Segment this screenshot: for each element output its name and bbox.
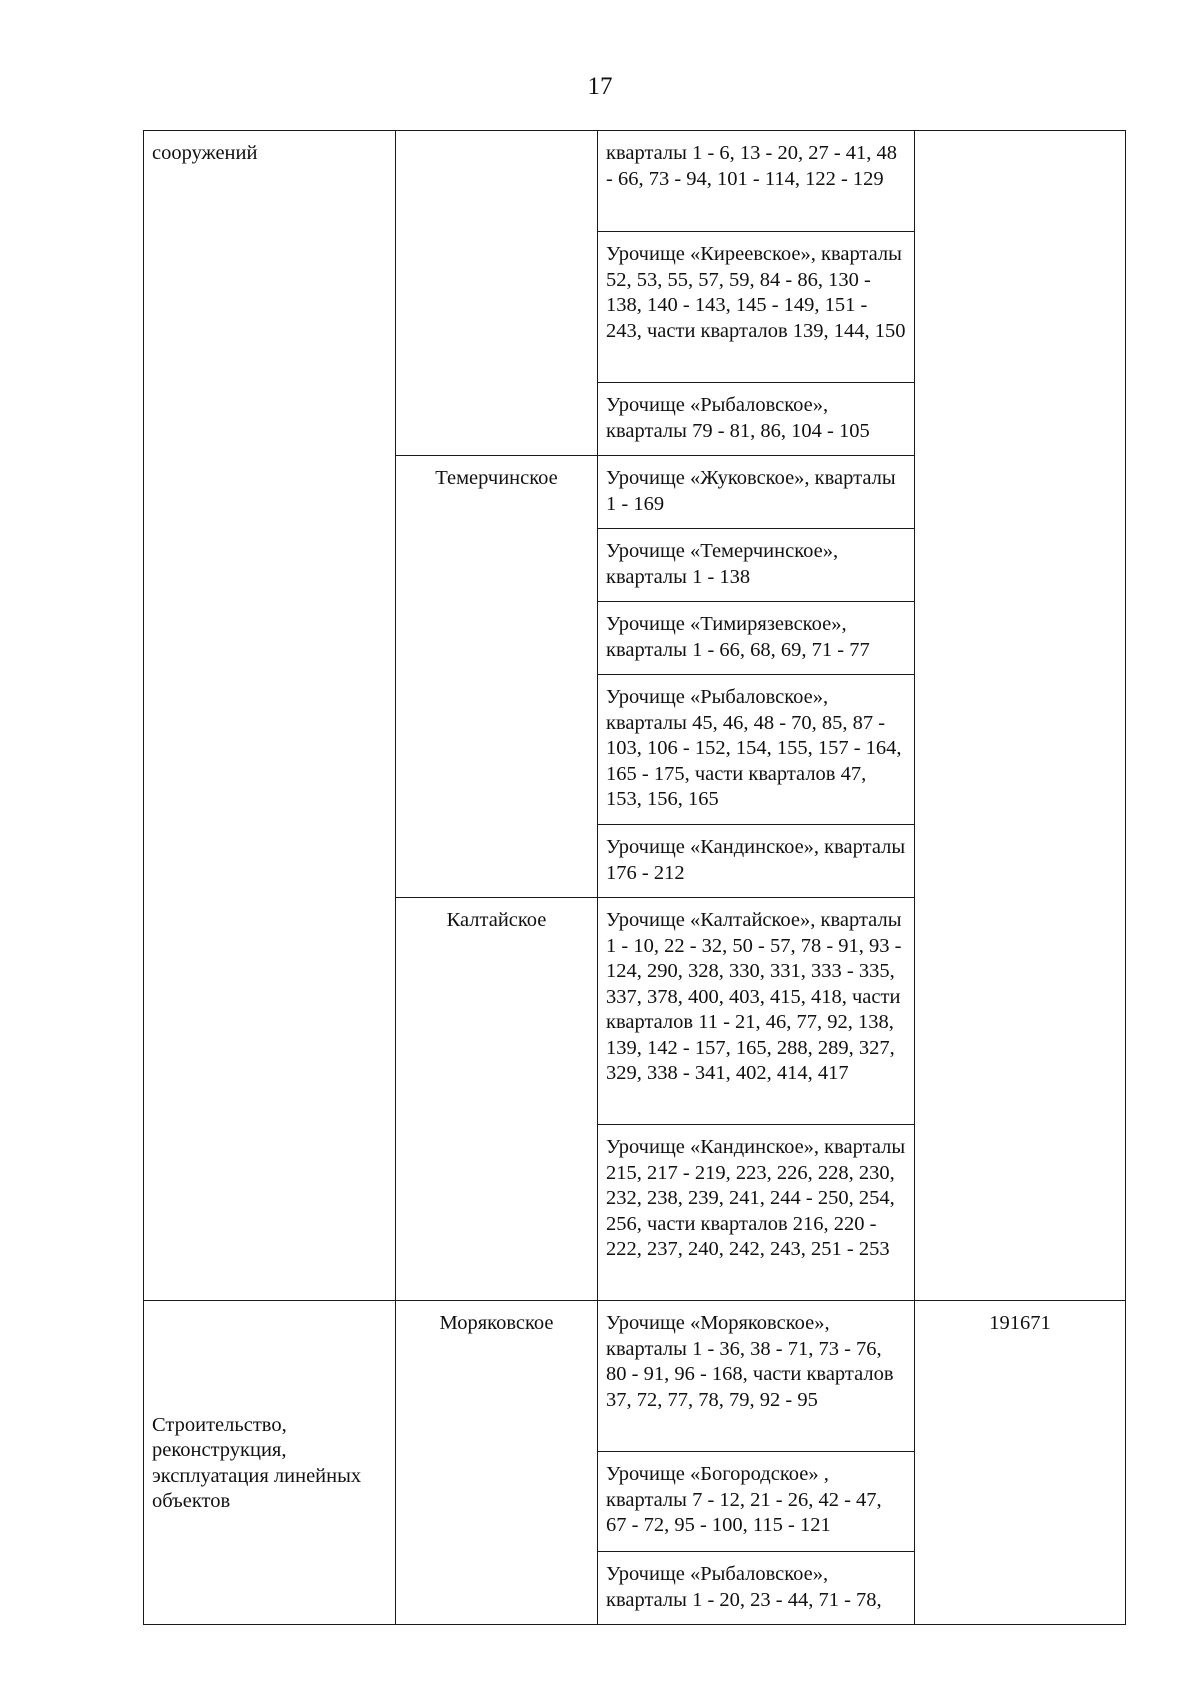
tract-cell: кварталы 1 - 6, 13 - 20, 27 - 41, 48 - 66, 73 - 94, 101 - 114, 122 - 129	[598, 131, 915, 232]
table-row	[144, 131, 1126, 232]
table-row	[144, 1301, 1126, 1452]
page-number: 17	[587, 73, 613, 100]
area-cell: 191671	[915, 1301, 1126, 1625]
forestry-cell: Темерчинское	[396, 456, 598, 898]
tract-cell: Урочище «Богородское» , кварталы 7 - 12, 21 - 26, 42 - 47, 67 - 72, 95 - 100, 115 - 121	[598, 1452, 915, 1552]
tract-cell: Урочище «Кандинское», кварталы 176 - 212	[598, 825, 915, 898]
forestry-cell	[396, 131, 598, 456]
tract-cell: Урочище «Кандинское», кварталы 215, 217 - 219, 223, 226, 228, 230, 232, 238, 239, 241, 244 - 250, 254, 256, части кварталов 216, 220 - 222, 237, 240, 242, 243, 251 - 253	[598, 1125, 915, 1301]
forestry-table	[143, 130, 1126, 1625]
tract-cell: Урочище «Жуковское», кварталы 1 - 169	[598, 456, 915, 529]
forestry-cell: Моряковское	[396, 1301, 598, 1625]
tract-cell: Урочище «Моряковское», кварталы 1 - 36, 38 - 71, 73 - 76, 80 - 91, 96 - 168, части кварталов 37, 72, 77, 78, 79, 92 - 95	[598, 1301, 915, 1452]
tract-cell: Урочище «Тимирязевское», кварталы 1 - 66, 68, 69, 71 - 77	[598, 602, 915, 675]
tract-cell: Урочище «Рыбаловское», кварталы 45, 46, 48 - 70, 85, 87 - 103, 106 - 152, 154, 155, 157 - 164, 165 - 175, части кварталов 47, 153, 156, 165	[598, 675, 915, 825]
tract-cell: Урочище «Киреевское», кварталы 52, 53, 55, 57, 59, 84 - 86, 130 - 138, 140 - 143, 145 - 149, 151 - 243, части кварталов 139, 144, 150	[598, 232, 915, 383]
purpose-cell: Строительство, реконструкция, эксплуатация линейных объектов	[144, 1301, 396, 1625]
forestry-cell: Калтайское	[396, 898, 598, 1301]
tract-cell: Урочище «Рыбаловское», кварталы 79 - 81, 86, 104 - 105	[598, 383, 915, 456]
purpose-cell: сооружений	[144, 131, 396, 1301]
tract-cell: Урочище «Темерчинское», кварталы 1 - 138	[598, 529, 915, 602]
tract-cell: Урочище «Рыбаловское», кварталы 1 - 20, 23 - 44, 71 - 78,	[598, 1552, 915, 1625]
area-cell	[915, 131, 1126, 1301]
tract-cell: Урочище «Калтайское», кварталы 1 - 10, 22 - 32, 50 - 57, 78 - 91, 93 - 124, 290, 328, 330, 331, 333 - 335, 337, 378, 400, 403, 415, 418, части кварталов 11 - 21, 46, 77, 92, 138, 139, 142 - 157, 165, 288, 289, 327, 329, 338 - 341, 402, 414, 417	[598, 898, 915, 1125]
